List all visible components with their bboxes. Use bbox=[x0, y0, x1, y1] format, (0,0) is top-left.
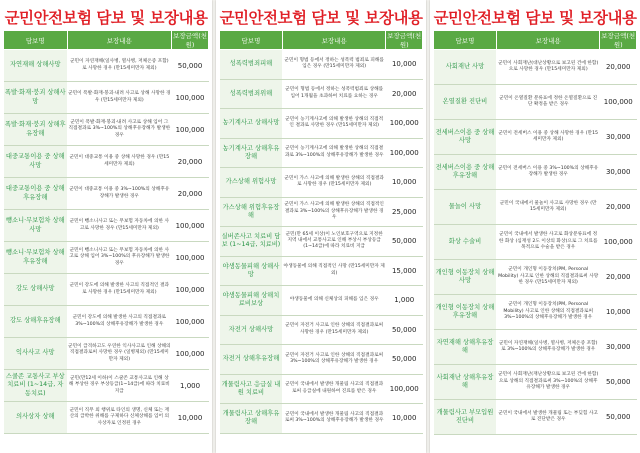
table-row bbox=[220, 256, 423, 286]
coverage-description: 군민이 자연재해(일사병, 열사병, 저체온증 포함)로 사망한 경우 (만15세미만자 제외) bbox=[67, 50, 172, 82]
coverage-name: 자전거 상해후유장해 bbox=[220, 345, 283, 375]
table-row bbox=[4, 114, 209, 146]
table-row bbox=[434, 295, 637, 330]
coverage-name: 사회재난 사망 bbox=[434, 50, 497, 85]
coverage-description: 군민이 가스 사고에 의해 발생한 상해의 직접결과로 사망한 경우 (만15세미만자 제외) bbox=[282, 168, 386, 198]
header-desc: 보장내용 bbox=[496, 31, 600, 50]
coverage-description: 군민이 사회재난(대난상황으로 보고된 건에 한함)으로 사망한 경우 (만15세미만자 제외) bbox=[496, 50, 600, 85]
coverage-amount: 50,000 bbox=[172, 50, 209, 82]
coverage-description: 군민이 사회재난(재난상황으로 보고된 건에 한함)으로 상해의 직접결과로써 3%~100%의 상해후유장해가 발생한 경우 bbox=[496, 365, 600, 400]
table-row bbox=[4, 178, 209, 210]
coverage-name: 전세버스이용 중 상해후유장해 bbox=[434, 155, 497, 190]
coverage-description: 야생동물에 의해 신체상의 피해를 입은 경우 bbox=[282, 286, 386, 316]
coverage-name: 스쿨존 교통사고 부상치료비 (1~14급, 자동치료) bbox=[4, 370, 68, 402]
coverage-name: 가스상해 위험후유장해 bbox=[220, 197, 283, 227]
coverage-amount: 100,000 bbox=[172, 306, 209, 338]
table-row bbox=[434, 330, 637, 365]
coverage-amount: 100,000 bbox=[172, 210, 209, 242]
coverage-description: 군민이 국내에서 발생한 개물림 사고의 직접결과로써 응급실에 내원하여 진료를 받은 경우 bbox=[282, 374, 386, 404]
coverage-name: 전세버스이용 중 상해사망 bbox=[434, 120, 497, 155]
coverage-description: 군민이 농기계사고에 의해 발생한 상해의 직접결과로 3%~100%의 상해후유장해가 발생한 경우 bbox=[282, 138, 386, 168]
coverage-name: 실버존사고 치료비 담보 (1~14급, 치료비) bbox=[220, 227, 283, 257]
coverage-amount: 10,000 bbox=[386, 404, 423, 434]
coverage-description: 군민이 개인형 이동장치(PM, Personal Mobility) 사고로 인한 상해의 직접결과로써 3%~100%의 상해후유장해가 발생한 경우 bbox=[496, 295, 600, 330]
coverage-amount: 30,000 bbox=[600, 120, 637, 155]
coverage-description: 군민이 강도에 의해 발생한 사고의 직접결과로 3%~100%의 상해후유장해가 발생한 경우 bbox=[67, 306, 172, 338]
coverage-amount: 100,000 bbox=[172, 82, 209, 114]
header-amt: 보장금액(천원) bbox=[173, 32, 208, 49]
coverage-amount: 30,000 bbox=[600, 330, 637, 365]
coverage-name: 농기계사고 상해후유장해 bbox=[220, 138, 283, 168]
coverage-amount: 20,000 bbox=[172, 178, 209, 210]
coverage-name: 야생동물피해 상해사망 bbox=[220, 256, 283, 286]
panel-2 bbox=[216, 0, 426, 453]
coverage-description: 군민(만 65세 이상)이 노인보호구역으로 지정한 지역 내에서 교통사고로 인해 부상시 부상등급(1~14급)에 따라 치료비 지급 bbox=[282, 227, 386, 257]
table-row bbox=[220, 286, 423, 316]
coverage-description: 야생동물에 의해 직접적인 사망 (만15세미만자 제외) bbox=[282, 256, 386, 286]
coverage-table bbox=[433, 30, 637, 435]
coverage-description: 군민이 국내에서 발생한 개물림 사고의 직접결과로써 3%~100%의 상해후유장해가 발생한 경우 bbox=[282, 404, 386, 434]
coverage-amount: 50,000 bbox=[600, 400, 637, 435]
coverage-amount: 10,000 bbox=[386, 50, 423, 80]
coverage-description: 군민이 자연재해(일사병, 열사병, 저체온증 포함)로 3%~100%의 상해후유장해가 발생한 경우 bbox=[496, 330, 600, 365]
coverage-description: 군민이 국내에서 물놀이 사고로 사망한 경우 (만15세미만자 제외) bbox=[496, 190, 600, 225]
coverage-name: 가스상해 위험사망 bbox=[220, 168, 283, 198]
header-cat: 담보명 bbox=[220, 31, 283, 50]
coverage-description: 군민이 자전거 사고로 인한 상해의 직접결과로써 사망한 경우 (만15세미만자 제외) bbox=[282, 315, 386, 345]
coverage-name: 자연재해 상해후유장해 bbox=[434, 330, 497, 365]
coverage-name: 사회재난 상해후유장해 bbox=[434, 365, 497, 400]
coverage-name: 강도 상해후유장해 bbox=[4, 306, 68, 338]
coverage-description: 군민이 직무 외 행위로 타인의 생명, 신체 또는 재산의 급박한 위해를 구제하다 신체상해를 입어 의사상자로 인정된 경우 bbox=[67, 402, 172, 434]
coverage-name: 개물림사고 부모입원 진단비 bbox=[434, 400, 497, 435]
header-cat: 담보명 bbox=[4, 31, 68, 50]
header-cat: 담보명 bbox=[434, 31, 497, 50]
table-row bbox=[220, 168, 423, 198]
coverage-table bbox=[219, 30, 423, 434]
coverage-amount: 100,000 bbox=[386, 374, 423, 404]
coverage-amount: 50,000 bbox=[386, 345, 423, 375]
coverage-amount: 50,000 bbox=[386, 227, 423, 257]
table-row bbox=[434, 400, 637, 435]
table-row bbox=[220, 138, 423, 168]
coverage-name: 뺑소니·무보험차 상해사망 bbox=[4, 210, 68, 242]
coverage-amount: 20,000 bbox=[172, 146, 209, 178]
header-amt: 보장금액(천원) bbox=[601, 32, 636, 49]
table-row bbox=[4, 306, 209, 338]
coverage-description: 군민이 폭발·화재·붕괴·내려 사고로 상해 입어 그 직접결과로 3%~100%의 상해후유장해가 발생한 경우 bbox=[67, 114, 172, 146]
coverage-description: 군민이 국내에서 발생한 개물림 또는 부딪힘 사고로 진단받은 경우 bbox=[496, 400, 600, 435]
table-row bbox=[4, 82, 209, 114]
coverage-name: 익사사고 사망 bbox=[4, 338, 68, 370]
coverage-description: 군민이 형법 등에서 정하는 성폭력범죄로 상해를 입어 1개월을 초과하여 치료를 요하는 경우 bbox=[282, 79, 386, 109]
coverage-amount: 100,000 bbox=[600, 85, 637, 120]
coverage-amount: 20,000 bbox=[600, 260, 637, 295]
coverage-name: 야생동물피해 상해치료비보상 bbox=[220, 286, 283, 316]
coverage-description: 군민이 강도에 의해 발생한 사고의 직접적인 결과로 사망한 경우 (만15세미만자 제외) bbox=[67, 274, 172, 306]
table-row bbox=[434, 155, 637, 190]
coverage-name: 개물림사고 응급실 내원 치료비 bbox=[220, 374, 283, 404]
coverage-name: 성폭력범죄위해 bbox=[220, 79, 283, 109]
coverage-name: 화상 수술비 bbox=[434, 225, 497, 260]
table-row bbox=[434, 260, 637, 295]
panel-title: 군민안전보험 담보 및 보장내용 bbox=[433, 9, 637, 27]
coverage-amount: 20,000 bbox=[386, 79, 423, 109]
coverage-description: 군민이 전세버스 이용 중 3%~100%의 상해후유장해가 발생한 경우 bbox=[496, 155, 600, 190]
coverage-amount: 10,000 bbox=[172, 402, 209, 434]
coverage-name: 성폭력범죄피해 bbox=[220, 50, 283, 80]
coverage-amount: 20,000 bbox=[600, 50, 637, 85]
table-row bbox=[434, 190, 637, 225]
coverage-amount: 50,000 bbox=[600, 365, 637, 400]
table-row bbox=[220, 109, 423, 139]
table-row bbox=[220, 374, 423, 404]
panel-1 bbox=[0, 0, 212, 453]
coverage-description: 군민이 자전거 사고로 인한 상해의 직접결과로써 3%~100%의 상해후유장해가 발생한 경우 bbox=[282, 345, 386, 375]
coverage-amount: 100,000 bbox=[600, 225, 637, 260]
panel-title: 군민안전보험 담보 및 보장내용 bbox=[4, 9, 208, 27]
panel-3 bbox=[430, 0, 640, 453]
coverage-amount: 25,000 bbox=[386, 197, 423, 227]
coverage-amount: 1,000 bbox=[172, 370, 209, 402]
coverage-amount: 100,000 bbox=[172, 242, 209, 274]
coverage-name: 자연재해 상해사망 bbox=[4, 50, 68, 82]
table-row bbox=[220, 227, 423, 257]
table-row bbox=[4, 370, 209, 402]
coverage-description: 군민이 전세버스 이용 중 상해 사망한 경우 (만15세미만자 제외) bbox=[496, 120, 600, 155]
table-row bbox=[220, 197, 423, 227]
coverage-amount: 15,000 bbox=[386, 256, 423, 286]
table-row bbox=[4, 338, 209, 370]
header-amt: 보장금액(천원) bbox=[387, 32, 422, 49]
coverage-amount: 10,000 bbox=[386, 168, 423, 198]
table-row bbox=[220, 79, 423, 109]
table-row bbox=[220, 315, 423, 345]
coverage-description: 군민이 뺑소니사고 또는 무보험 자동차에 의한 사고로 사망한 경우 (만15세미만자 제외) bbox=[67, 210, 172, 242]
coverage-description: 군민이 뺑소니사고 또는 무보험 자동차에 의한 사고로 상해 입어 3%~100%의 후유장해가 발생한 경우 bbox=[67, 242, 172, 274]
coverage-description: 군민이 대중교통 이용 중 3%~100%의 상해후유장해가 발생한 경우 bbox=[67, 178, 172, 210]
table-row bbox=[4, 146, 209, 178]
coverage-name: 물놀이 사망 bbox=[434, 190, 497, 225]
coverage-name: 개물림사고 상해후유장해 bbox=[220, 404, 283, 434]
panel-title: 군민안전보험 담보 및 보장내용 bbox=[219, 9, 423, 27]
table-row bbox=[434, 85, 637, 120]
coverage-description: 군민이 온열질환 분류표에 정한 온열질환으로 진단 확정을 받은 경우 bbox=[496, 85, 600, 120]
coverage-name: 대중교통이용 중 상해사망 bbox=[4, 146, 68, 178]
table-row bbox=[4, 274, 209, 306]
table-row bbox=[220, 404, 423, 434]
table-row bbox=[434, 120, 637, 155]
coverage-description: 군민이 폭발·화재·붕괴·내려 사고로 상해 사망한 경우 (만15세미만자 제외) bbox=[67, 82, 172, 114]
coverage-amount: 100,000 bbox=[386, 109, 423, 139]
coverage-name: 개인형 이동장치 상해후유장해 bbox=[434, 295, 497, 330]
coverage-description: 군민이 급격하고도 우연한 익사사고로 인해 상해의 직접결과로써 사망한 경우 (일병제외) (만15세미만자 제외) bbox=[67, 338, 172, 370]
table-row bbox=[4, 402, 209, 434]
coverage-amount: 30,000 bbox=[600, 155, 637, 190]
coverage-name: 자전거 상해사망 bbox=[220, 315, 283, 345]
coverage-name: 폭발·화재·붕괴 상해후유장해 bbox=[4, 114, 68, 146]
coverage-description: 군민이 대중교통 이용 중 상해 사망한 경우 (만15세미만자 제외) bbox=[67, 146, 172, 178]
coverage-amount: 100,000 bbox=[386, 138, 423, 168]
coverage-table bbox=[3, 30, 209, 434]
coverage-name: 뺑소니·무보험차 상해후유장해 bbox=[4, 242, 68, 274]
coverage-name: 의사상자 상해 bbox=[4, 402, 68, 434]
table-row bbox=[4, 242, 209, 274]
coverage-amount: 100,000 bbox=[172, 274, 209, 306]
table-row bbox=[434, 365, 637, 400]
table-row bbox=[434, 225, 637, 260]
coverage-description: 군민이 농기계사고에 의해 발생한 상해의 직접적인 결과로 사망한 경우 (만15세미만자 제외) bbox=[282, 109, 386, 139]
coverage-name: 개인형 이동장치 상해사망 bbox=[434, 260, 497, 295]
coverage-description: 군민(만12세 이하)이 스쿨존 교통사고로 인해 상해 부상한 경우 부상등급(1~14급)에 따라 치료비 지급 bbox=[67, 370, 172, 402]
coverage-name: 대중교통이용 중 상해후유장해 bbox=[4, 178, 68, 210]
coverage-description: 군민이 국내에서 발생한 사고로 화상분류표에 정한 화상 (심재성 2도 이상의 화상)으로 그 치료를 목적으로 수술을 받은 경우 bbox=[496, 225, 600, 260]
table-row bbox=[434, 50, 637, 85]
coverage-amount: 10,000 bbox=[600, 295, 637, 330]
coverage-name: 폭발·화재·붕괴 상해사망 bbox=[4, 82, 68, 114]
coverage-amount: 100,000 bbox=[172, 114, 209, 146]
table-row bbox=[220, 50, 423, 80]
coverage-name: 온열질환 진단비 bbox=[434, 85, 497, 120]
coverage-name: 농기계사고 상해사망 bbox=[220, 109, 283, 139]
coverage-description: 군민이 개인형 이동장치(PM, Personal Mobility) 사고로 인한 상해의 직접결과로써 사망한 경우 (만15세미만자 제외) bbox=[496, 260, 600, 295]
header-desc: 보장내용 bbox=[67, 31, 172, 50]
coverage-description: 군민이 가스 사고에 의해 발생한 상해의 직접적인 결과로 3%~100%의 상해후유장해가 발생한 경우 bbox=[282, 197, 386, 227]
coverage-amount: 50,000 bbox=[386, 315, 423, 345]
table-row bbox=[4, 210, 209, 242]
header-desc: 보장내용 bbox=[282, 31, 386, 50]
coverage-amount: 100,000 bbox=[172, 338, 209, 370]
coverage-name: 강도 상해사망 bbox=[4, 274, 68, 306]
coverage-amount: 1,000 bbox=[386, 286, 423, 316]
table-row bbox=[4, 50, 209, 82]
table-row bbox=[220, 345, 423, 375]
coverage-amount: 20,000 bbox=[600, 190, 637, 225]
coverage-description: 군민이 형법 등에서 정하는 성폭력 범죄로 피해를 입은 경우 (만15세미만자 제외) bbox=[282, 50, 386, 80]
